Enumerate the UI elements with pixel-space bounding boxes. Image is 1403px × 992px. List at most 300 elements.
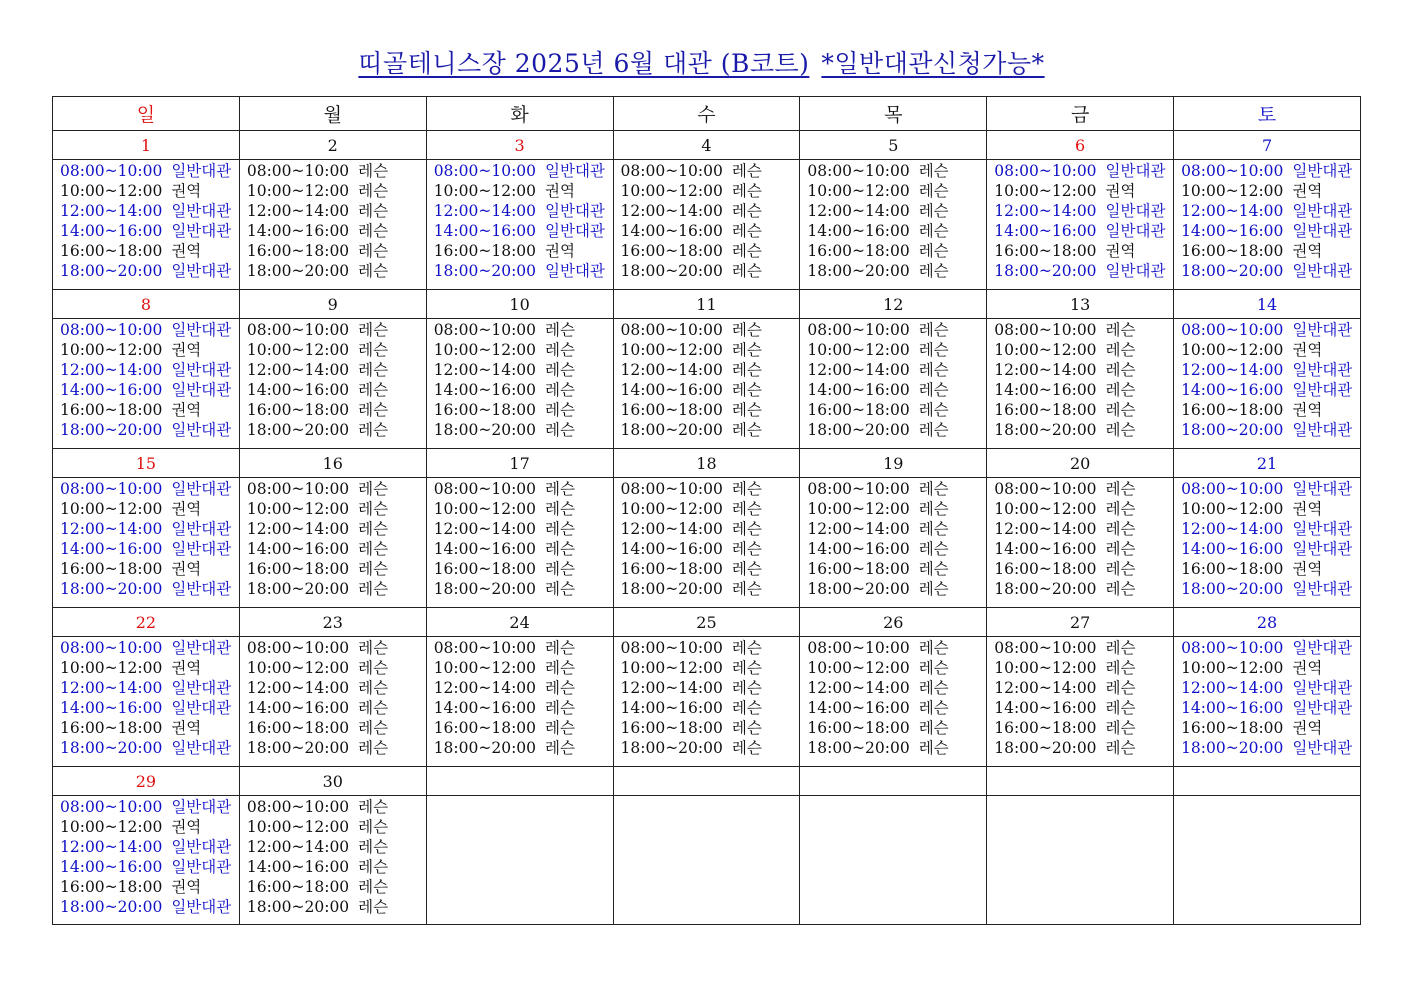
slot-time: 10:00~12:00 — [60, 182, 163, 200]
slot-label: 일반대관 — [171, 739, 232, 757]
time-slot — [247, 201, 426, 221]
time-slot — [807, 479, 986, 499]
time-slot — [60, 877, 239, 897]
slot-time: 16:00~18:00 — [807, 401, 910, 419]
slot-time: 16:00~18:00 — [60, 719, 163, 737]
slot-label: 레슨 — [1105, 739, 1136, 757]
slot-label: 레슨 — [731, 262, 762, 280]
slot-label: 레슨 — [1105, 540, 1136, 558]
slot-time: 18:00~20:00 — [807, 739, 910, 757]
day-schedule-cell — [987, 160, 1174, 290]
slot-label: 레슨 — [731, 381, 762, 399]
time-slot — [434, 658, 613, 678]
weekday-header: 수 — [613, 97, 800, 131]
time-slot — [807, 320, 986, 340]
slot-label: 레슨 — [918, 162, 949, 180]
slot-time: 14:00~16:00 — [807, 222, 910, 240]
slot-time: 18:00~20:00 — [994, 739, 1097, 757]
slot-label: 레슨 — [1105, 580, 1136, 598]
day-schedule-cell — [613, 796, 800, 925]
slot-time: 10:00~12:00 — [994, 659, 1097, 677]
slot-time: 10:00~12:00 — [620, 182, 723, 200]
time-slot — [434, 181, 613, 201]
time-slot — [621, 340, 800, 360]
slot-time: 12:00~14:00 — [246, 361, 350, 379]
slot-label: 일반대관 — [171, 262, 232, 280]
time-slot — [994, 360, 1173, 380]
time-slot — [621, 559, 800, 579]
slot-label: 권역 — [171, 242, 202, 260]
slot-label: 레슨 — [1105, 560, 1136, 578]
slot-label: 일반대관 — [171, 540, 232, 558]
title-main: 띠골테니스장 2025년 6월 대관 (B코트) — [358, 49, 810, 78]
time-slot — [621, 360, 800, 380]
slot-label: 레슨 — [358, 560, 389, 578]
time-slot — [247, 877, 426, 897]
time-slot — [60, 261, 239, 281]
time-slot — [247, 181, 426, 201]
day-schedule-cell — [800, 478, 987, 608]
time-slot — [1181, 539, 1360, 559]
slot-time: 08:00~10:00 — [60, 798, 163, 816]
slot-time: 16:00~18:00 — [807, 719, 910, 737]
time-slot — [807, 718, 986, 738]
slot-time: 10:00~12:00 — [246, 182, 350, 200]
slot-time: 12:00~14:00 — [433, 520, 537, 538]
day-schedule-cell — [239, 796, 426, 925]
date-cell: 10 — [426, 290, 613, 319]
slot-label: 권역 — [1292, 341, 1323, 359]
slot-label: 레슨 — [358, 381, 389, 399]
time-slot — [807, 499, 986, 519]
slot-time: 14:00~16:00 — [433, 699, 537, 717]
slot-label: 레슨 — [358, 719, 389, 737]
time-slot — [247, 718, 426, 738]
time-slot — [434, 201, 613, 221]
slot-label: 레슨 — [918, 580, 949, 598]
time-slot — [994, 718, 1173, 738]
time-slot — [621, 201, 800, 221]
slot-label: 레슨 — [731, 560, 762, 578]
time-slot — [60, 400, 239, 420]
time-slot — [434, 161, 613, 181]
slot-time: 14:00~16:00 — [246, 381, 350, 399]
slot-label: 레슨 — [1105, 361, 1136, 379]
slot-label: 레슨 — [358, 540, 389, 558]
day-schedule-cell — [426, 637, 613, 767]
time-slot — [1181, 738, 1360, 758]
slot-label: 레슨 — [1105, 719, 1136, 737]
slot-label: 일반대관 — [1292, 202, 1353, 220]
date-cell: 9 — [239, 290, 426, 319]
slot-time: 10:00~12:00 — [60, 818, 163, 836]
slot-label: 권역 — [171, 560, 202, 578]
slot-label: 레슨 — [545, 321, 575, 339]
slot-time: 12:00~14:00 — [60, 202, 163, 220]
time-slot — [60, 221, 239, 241]
day-schedule-cell — [426, 796, 613, 925]
slot-time: 10:00~12:00 — [1181, 500, 1284, 518]
slot-label: 권역 — [1292, 560, 1323, 578]
slot-label: 레슨 — [358, 679, 389, 697]
slot-label: 레슨 — [358, 520, 389, 538]
slot-time: 10:00~12:00 — [433, 500, 537, 518]
slot-time: 12:00~14:00 — [994, 520, 1097, 538]
slot-time: 08:00~10:00 — [1181, 162, 1284, 180]
time-slot — [621, 380, 800, 400]
time-slot — [1181, 340, 1360, 360]
time-slot — [247, 360, 426, 380]
weekday-header: 금 — [987, 97, 1174, 131]
slot-label: 일반대관 — [171, 798, 232, 816]
time-slot — [621, 519, 800, 539]
time-slot — [807, 559, 986, 579]
time-slot — [994, 519, 1173, 539]
time-slot — [247, 479, 426, 499]
slot-label: 레슨 — [358, 401, 389, 419]
time-slot — [60, 718, 239, 738]
slot-label: 레슨 — [731, 341, 762, 359]
slot-label: 레슨 — [545, 341, 575, 359]
slot-label: 권역 — [1292, 242, 1323, 260]
slot-label: 일반대관 — [1105, 262, 1166, 280]
date-cell: 4 — [613, 131, 800, 160]
time-slot — [60, 360, 239, 380]
slot-time: 16:00~18:00 — [60, 242, 163, 260]
slot-label: 레슨 — [731, 719, 762, 737]
time-slot — [60, 320, 239, 340]
slot-time: 10:00~12:00 — [60, 341, 163, 359]
slot-label: 일반대관 — [171, 679, 232, 697]
slot-time: 12:00~14:00 — [1181, 202, 1284, 220]
slot-time: 12:00~14:00 — [994, 202, 1097, 220]
slot-time: 16:00~18:00 — [246, 719, 350, 737]
time-slot — [247, 678, 426, 698]
time-slot — [434, 738, 613, 758]
slot-label: 레슨 — [358, 341, 389, 359]
slot-label: 레슨 — [731, 659, 762, 677]
day-schedule-cell — [1174, 319, 1361, 449]
slot-time: 08:00~10:00 — [246, 321, 350, 339]
slot-label: 일반대관 — [1292, 639, 1353, 657]
slot-label: 레슨 — [545, 480, 575, 498]
slot-time: 14:00~16:00 — [1181, 699, 1284, 717]
time-slot — [434, 320, 613, 340]
slot-time: 16:00~18:00 — [620, 560, 723, 578]
slot-label: 일반대관 — [1292, 262, 1353, 280]
slot-label: 레슨 — [918, 659, 949, 677]
slot-label: 일반대관 — [1292, 222, 1353, 240]
time-slot — [994, 698, 1173, 718]
slot-label: 레슨 — [545, 739, 575, 757]
slot-label: 레슨 — [918, 540, 949, 558]
time-slot — [994, 420, 1173, 440]
time-slot — [60, 420, 239, 440]
time-slot — [807, 678, 986, 698]
slot-label: 레슨 — [731, 739, 762, 757]
slot-label: 레슨 — [358, 480, 389, 498]
time-slot — [1181, 320, 1360, 340]
day-schedule-cell — [53, 319, 240, 449]
time-slot — [807, 638, 986, 658]
slot-time: 08:00~10:00 — [60, 480, 163, 498]
slot-time: 18:00~20:00 — [1181, 262, 1284, 280]
time-slot — [807, 400, 986, 420]
slot-label: 레슨 — [731, 480, 762, 498]
time-slot — [60, 201, 239, 221]
slot-time: 18:00~20:00 — [620, 262, 723, 280]
slot-time: 08:00~10:00 — [433, 480, 537, 498]
slot-label: 레슨 — [358, 858, 389, 876]
slot-time: 10:00~12:00 — [60, 500, 163, 518]
time-slot — [994, 241, 1173, 261]
day-schedule-cell — [613, 637, 800, 767]
slot-time: 18:00~20:00 — [620, 580, 723, 598]
day-schedule-cell — [426, 160, 613, 290]
slot-label: 레슨 — [731, 421, 762, 439]
time-slot — [994, 479, 1173, 499]
page-title — [0, 44, 1403, 80]
schedule-row — [53, 637, 1361, 767]
time-slot — [247, 340, 426, 360]
date-cell: 26 — [800, 608, 987, 637]
slot-label: 레슨 — [918, 679, 949, 697]
slot-label: 일반대관 — [171, 202, 232, 220]
time-slot — [807, 241, 986, 261]
slot-label: 레슨 — [358, 321, 389, 339]
time-slot — [807, 519, 986, 539]
slot-label: 권역 — [1292, 500, 1323, 518]
slot-label: 일반대관 — [1105, 202, 1166, 220]
slot-label: 레슨 — [1105, 341, 1136, 359]
slot-time: 10:00~12:00 — [620, 500, 723, 518]
time-slot — [807, 539, 986, 559]
slot-label: 레슨 — [358, 699, 389, 717]
date-cell: 23 — [239, 608, 426, 637]
slot-time: 08:00~10:00 — [994, 162, 1097, 180]
day-schedule-cell — [53, 637, 240, 767]
slot-time: 18:00~20:00 — [807, 262, 910, 280]
slot-time: 12:00~14:00 — [1181, 520, 1284, 538]
slot-time: 08:00~10:00 — [807, 480, 910, 498]
slot-time: 16:00~18:00 — [994, 560, 1097, 578]
slot-time: 08:00~10:00 — [994, 321, 1097, 339]
slot-time: 16:00~18:00 — [433, 719, 537, 737]
slot-label: 레슨 — [731, 540, 762, 558]
time-slot — [621, 698, 800, 718]
slot-label: 레슨 — [358, 818, 389, 836]
slot-time: 16:00~18:00 — [994, 242, 1097, 260]
day-schedule-cell — [1174, 637, 1361, 767]
date-cell: 3 — [426, 131, 613, 160]
slot-label: 일반대관 — [545, 202, 605, 220]
time-slot — [1181, 201, 1360, 221]
slot-label: 레슨 — [358, 421, 389, 439]
time-slot — [1181, 638, 1360, 658]
day-schedule-cell — [800, 796, 987, 925]
date-cell: 2 — [239, 131, 426, 160]
slot-label: 일반대관 — [171, 699, 232, 717]
time-slot — [807, 201, 986, 221]
slot-label: 레슨 — [545, 699, 575, 717]
day-schedule-cell — [1174, 160, 1361, 290]
slot-label: 권역 — [171, 500, 202, 518]
date-cell: 24 — [426, 608, 613, 637]
slot-label: 레슨 — [1105, 659, 1136, 677]
time-slot — [247, 320, 426, 340]
time-slot — [621, 181, 800, 201]
time-slot — [1181, 360, 1360, 380]
time-slot — [60, 897, 239, 917]
slot-label: 일반대관 — [1292, 321, 1353, 339]
slot-time: 16:00~18:00 — [1181, 242, 1284, 260]
day-schedule-cell — [53, 796, 240, 925]
slot-time: 16:00~18:00 — [433, 401, 537, 419]
slot-label: 레슨 — [545, 361, 575, 379]
slot-time: 12:00~14:00 — [433, 361, 537, 379]
slot-time: 12:00~14:00 — [60, 838, 163, 856]
slot-label: 레슨 — [545, 381, 575, 399]
slot-time: 10:00~12:00 — [433, 341, 537, 359]
time-slot — [434, 718, 613, 738]
time-slot — [1181, 718, 1360, 738]
slot-time: 18:00~20:00 — [1181, 739, 1284, 757]
slot-label: 레슨 — [545, 520, 575, 538]
date-row — [53, 131, 1361, 160]
slot-label: 레슨 — [731, 162, 762, 180]
time-slot — [60, 678, 239, 698]
date-cell: 22 — [53, 608, 240, 637]
date-cell: 15 — [53, 449, 240, 478]
slot-time: 08:00~10:00 — [1181, 321, 1284, 339]
slot-label: 레슨 — [358, 182, 389, 200]
time-slot — [434, 400, 613, 420]
slot-time: 16:00~18:00 — [246, 401, 350, 419]
time-slot — [621, 479, 800, 499]
day-schedule-cell — [987, 796, 1174, 925]
time-slot — [247, 857, 426, 877]
slot-label: 일반대관 — [1292, 480, 1353, 498]
slot-time: 08:00~10:00 — [807, 639, 910, 657]
slot-label: 권역 — [1105, 182, 1136, 200]
slot-time: 08:00~10:00 — [1181, 480, 1284, 498]
slot-time: 10:00~12:00 — [433, 659, 537, 677]
time-slot — [994, 161, 1173, 181]
time-slot — [247, 539, 426, 559]
time-slot — [247, 499, 426, 519]
date-cell: 5 — [800, 131, 987, 160]
slot-time: 14:00~16:00 — [246, 858, 350, 876]
slot-time: 14:00~16:00 — [433, 381, 537, 399]
time-slot — [1181, 678, 1360, 698]
slot-label: 레슨 — [731, 202, 762, 220]
time-slot — [1181, 658, 1360, 678]
time-slot — [807, 221, 986, 241]
slot-time: 18:00~20:00 — [60, 898, 163, 916]
slot-label: 레슨 — [918, 242, 949, 260]
time-slot — [807, 380, 986, 400]
time-slot — [621, 420, 800, 440]
slot-time: 10:00~12:00 — [246, 341, 350, 359]
time-slot — [247, 420, 426, 440]
time-slot — [434, 261, 613, 281]
time-slot — [621, 658, 800, 678]
slot-time: 08:00~10:00 — [620, 639, 723, 657]
slot-label: 레슨 — [918, 500, 949, 518]
slot-label: 레슨 — [358, 639, 389, 657]
slot-time: 18:00~20:00 — [994, 421, 1097, 439]
slot-label: 레슨 — [358, 202, 389, 220]
slot-label: 레슨 — [731, 699, 762, 717]
time-slot — [247, 579, 426, 599]
time-slot — [994, 499, 1173, 519]
date-cell: 12 — [800, 290, 987, 319]
time-slot — [247, 380, 426, 400]
date-cell: 28 — [1174, 608, 1361, 637]
slot-label: 권역 — [1292, 719, 1323, 737]
time-slot — [60, 181, 239, 201]
time-slot — [434, 479, 613, 499]
time-slot — [247, 698, 426, 718]
time-slot — [621, 539, 800, 559]
schedule-row — [53, 478, 1361, 608]
day-schedule-cell — [426, 319, 613, 449]
time-slot — [247, 241, 426, 261]
slot-time: 14:00~16:00 — [433, 540, 537, 558]
day-schedule-cell — [800, 319, 987, 449]
time-slot — [1181, 499, 1360, 519]
time-slot — [434, 499, 613, 519]
slot-label: 레슨 — [358, 739, 389, 757]
slot-label: 레슨 — [545, 659, 575, 677]
slot-time: 12:00~14:00 — [807, 520, 910, 538]
schedule-row — [53, 796, 1361, 925]
slot-label: 레슨 — [918, 739, 949, 757]
time-slot — [247, 400, 426, 420]
slot-label: 레슨 — [918, 361, 949, 379]
time-slot — [807, 658, 986, 678]
slot-time: 18:00~20:00 — [60, 739, 163, 757]
schedule-row — [53, 160, 1361, 290]
time-slot — [434, 638, 613, 658]
slot-label: 일반대관 — [171, 222, 232, 240]
slot-time: 18:00~20:00 — [807, 580, 910, 598]
slot-label: 레슨 — [918, 520, 949, 538]
slot-time: 14:00~16:00 — [246, 540, 350, 558]
slot-time: 16:00~18:00 — [620, 401, 723, 419]
slot-label: 일반대관 — [1292, 580, 1353, 598]
slot-time: 12:00~14:00 — [246, 838, 350, 856]
slot-time: 16:00~18:00 — [433, 560, 537, 578]
slot-time: 12:00~14:00 — [1181, 361, 1284, 379]
time-slot — [621, 261, 800, 281]
slot-time: 08:00~10:00 — [620, 162, 723, 180]
slot-label: 일반대관 — [171, 580, 232, 598]
slot-time: 16:00~18:00 — [807, 242, 910, 260]
time-slot — [621, 241, 800, 261]
slot-time: 08:00~10:00 — [246, 480, 350, 498]
time-slot — [60, 380, 239, 400]
slot-time: 12:00~14:00 — [60, 679, 163, 697]
time-slot — [807, 181, 986, 201]
slot-time: 10:00~12:00 — [994, 182, 1097, 200]
slot-time: 08:00~10:00 — [620, 480, 723, 498]
slot-label: 일반대관 — [1292, 739, 1353, 757]
time-slot — [994, 559, 1173, 579]
slot-time: 18:00~20:00 — [433, 262, 537, 280]
slot-label: 일반대관 — [545, 222, 605, 240]
time-slot — [434, 539, 613, 559]
